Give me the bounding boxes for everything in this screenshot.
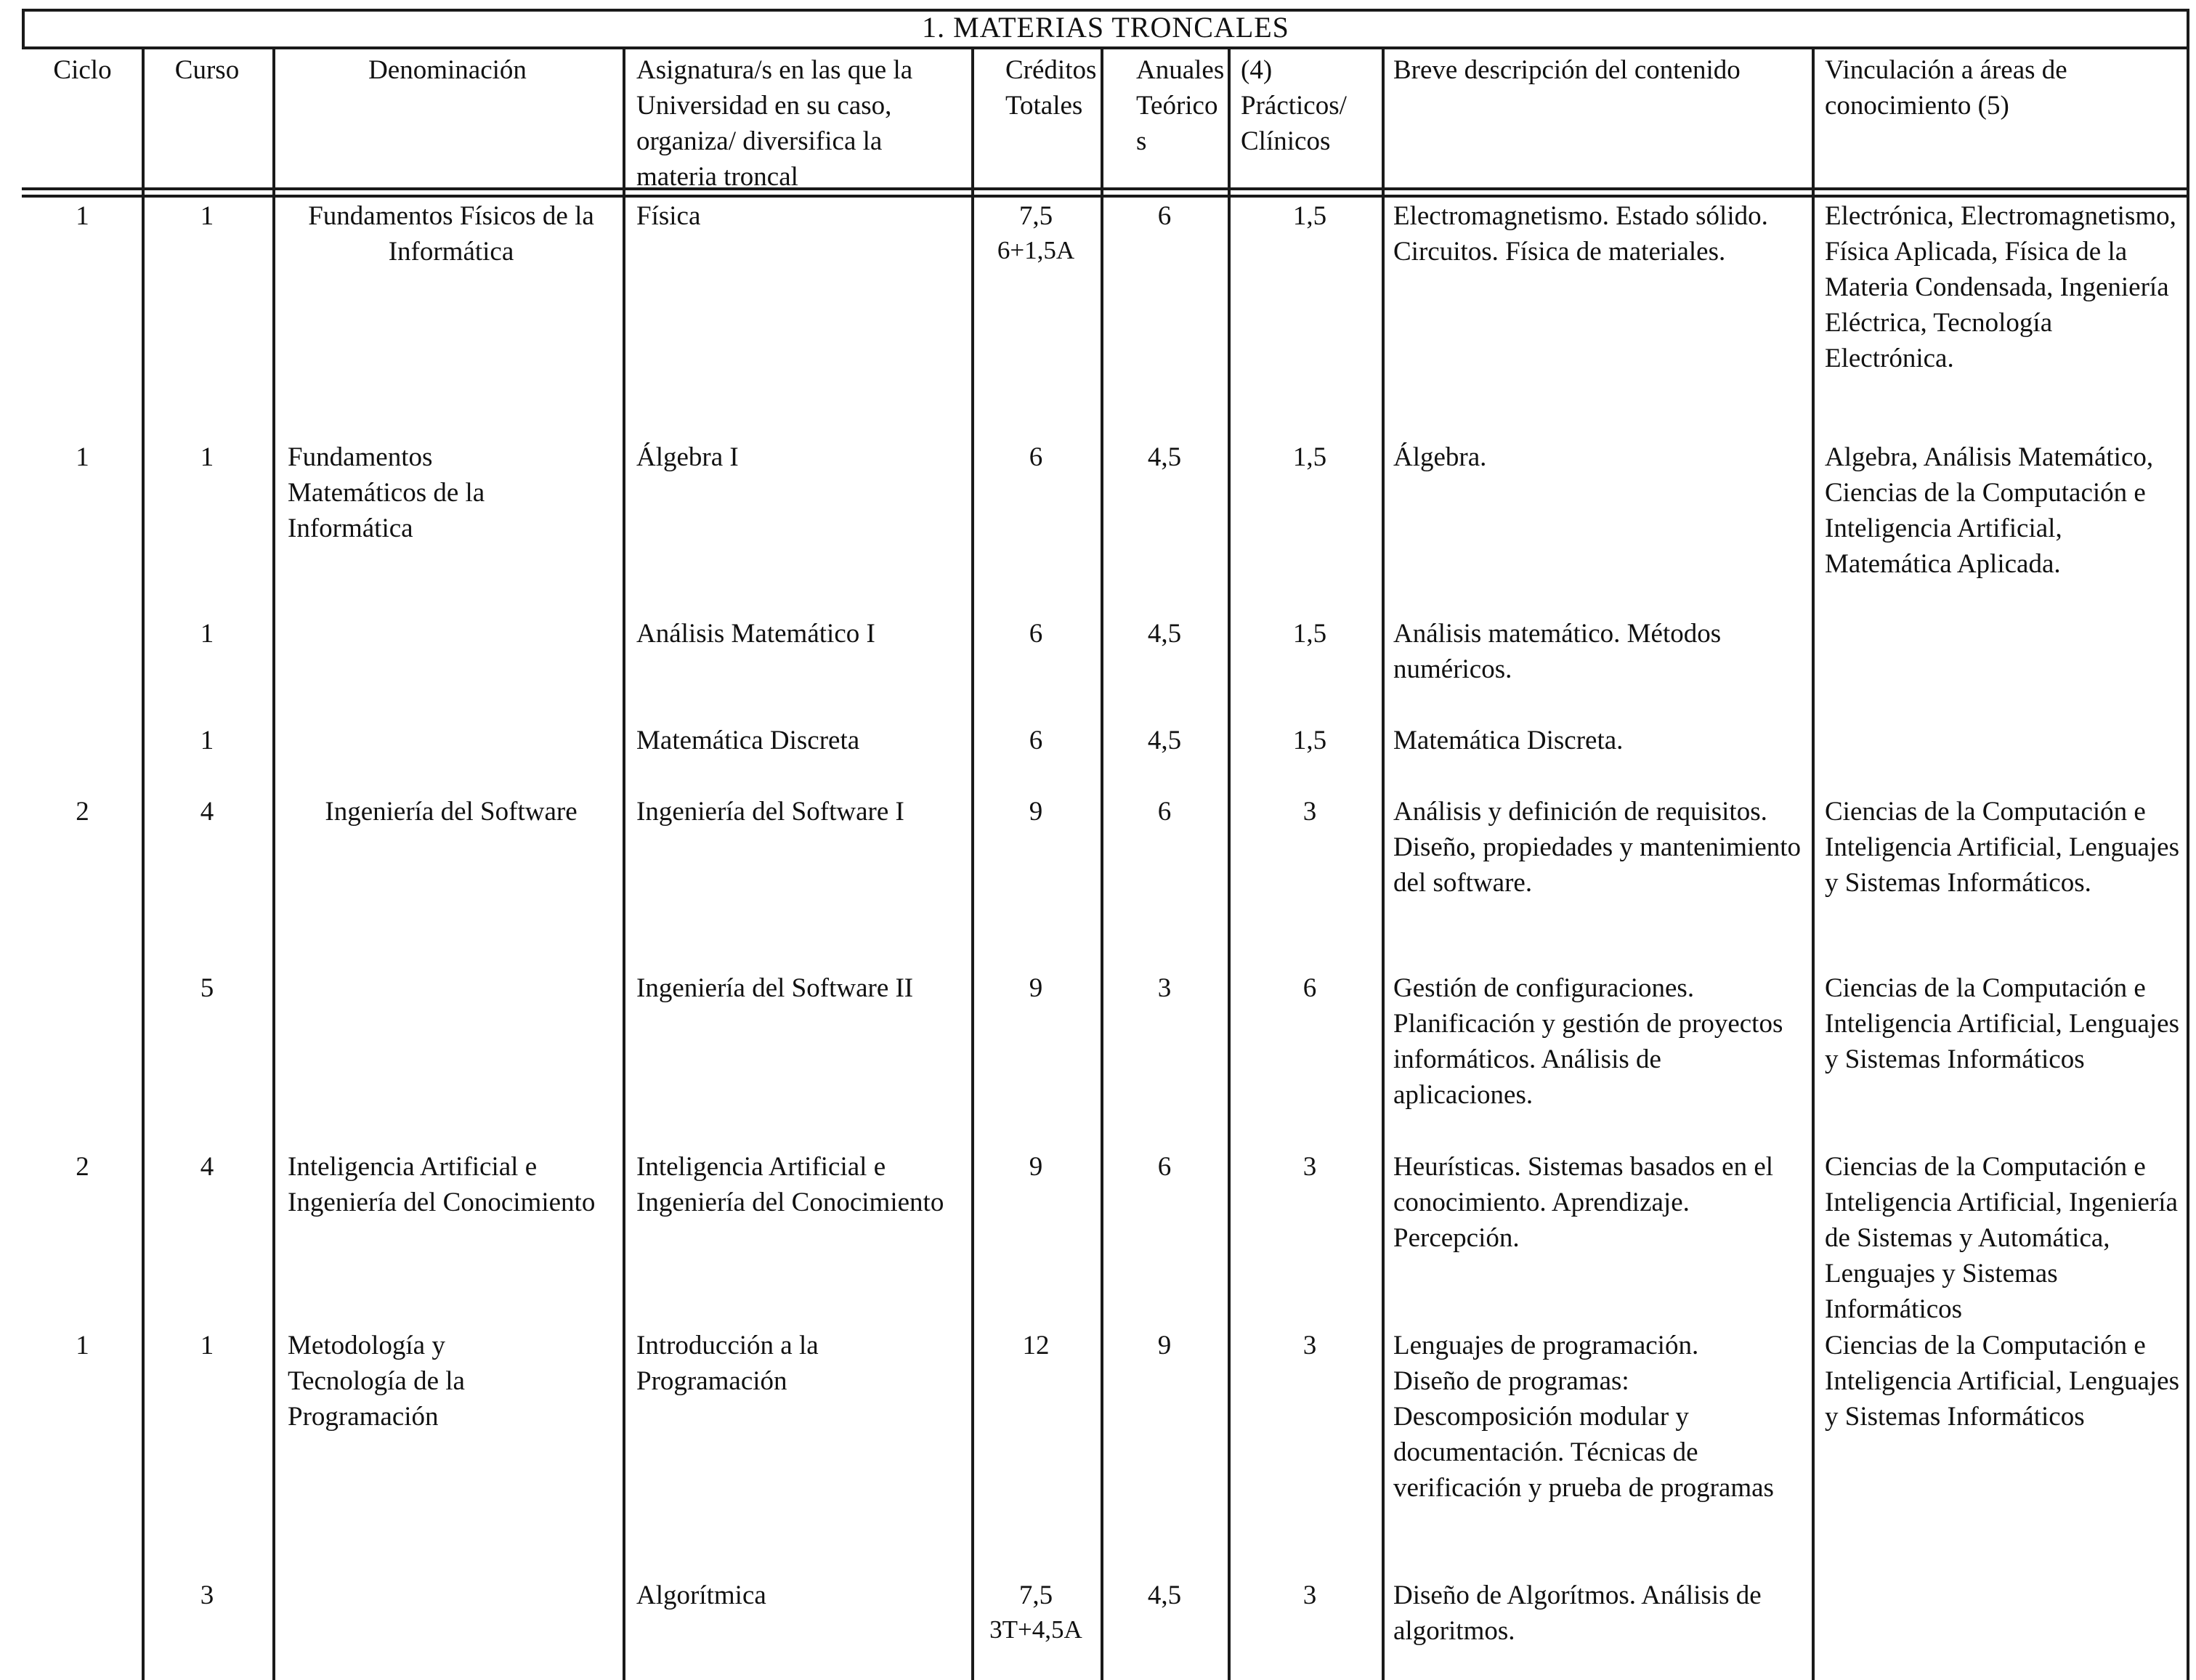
cell-curso: 5	[200, 973, 214, 1003]
col-divider-denominacion	[623, 46, 625, 1680]
cell-descripcion: Electromagnetismo. Estado sólido. Circuitos. Física de materiales.	[1393, 201, 1768, 267]
cell-creditos: 6	[1029, 726, 1043, 755]
col-divider-ciclo	[142, 46, 145, 1680]
header-descripcion: Breve descripción del contenido	[1393, 55, 1741, 85]
cell-ciclo: 1	[76, 1331, 89, 1360]
cell-teoricos: 4,5	[1147, 619, 1182, 649]
cell-practicos: 3	[1302, 1331, 1317, 1360]
cell-curso: 4	[200, 797, 214, 827]
header-vinculacion: Vinculación a áreas de conocimiento (5)	[1825, 55, 2067, 121]
cell-creditos: 6	[1029, 619, 1043, 649]
cell-asignatura: Álgebra I	[636, 442, 739, 472]
header-teoricos: Anuales Teórico s	[1136, 55, 1225, 156]
cell-denominacion: Metodología y Tecnología de la Programación	[288, 1331, 465, 1432]
col-divider-asignatura	[971, 46, 974, 1680]
cell-practicos: 1,5	[1292, 619, 1327, 649]
cell-denominacion: Fundamentos Físicos de la Informática	[308, 201, 594, 267]
cell-ciclo: 2	[76, 797, 89, 827]
cell-descripcion: Diseño de Algorítmos. Análisis de algoritmos.	[1393, 1580, 1762, 1646]
cell-descripcion: Análisis y definición de requisitos. Diseño, propiedades y mantenimiento del software.	[1393, 797, 1802, 898]
cell-creditos-detail: 6+1,5A	[997, 236, 1075, 264]
cell-practicos: 1,5	[1292, 726, 1327, 755]
cell-practicos: 3	[1302, 1152, 1317, 1182]
cell-creditos: 7,5	[1018, 201, 1053, 231]
cell-teoricos: 6	[1157, 201, 1172, 231]
cell-descripcion: Lenguajes de programación. Diseño de programas: Descomposición modular y documentación. Técnicas de verificación y prueba de programas	[1393, 1331, 1774, 1503]
cell-vinculacion: Ciencias de la Computación e Inteligencia Artificial, Lenguajes y Sistemas Informáticos.	[1825, 797, 2179, 898]
cell-teoricos: 6	[1157, 1152, 1172, 1182]
cell-curso: 4	[200, 1152, 214, 1182]
cell-practicos: 3	[1302, 797, 1317, 827]
col-divider-curso	[272, 46, 275, 1680]
cell-asignatura: Introducción a la Programación	[636, 1331, 819, 1396]
cell-practicos: 3	[1302, 1580, 1317, 1610]
cell-creditos: 9	[1029, 797, 1043, 827]
cell-teoricos: 3	[1157, 973, 1172, 1003]
cell-creditos: 9	[1029, 1152, 1043, 1182]
cell-practicos: 6	[1302, 973, 1317, 1003]
cell-teoricos: 9	[1157, 1331, 1172, 1360]
cell-vinculacion: Ciencias de la Computación e Inteligencia Artificial, Lenguajes y Sistemas Informáticos	[1825, 1331, 2179, 1432]
cell-denominacion: Fundamentos Matemáticos de la Informática	[288, 442, 485, 543]
cell-vinculacion: Ciencias de la Computación e Inteligencia Artificial, Ingeniería de Sistemas y Automática, Lenguajes y Sistemas Informáticos	[1825, 1152, 2178, 1324]
cell-curso: 1	[200, 442, 214, 472]
table-title: 1. MATERIAS TRONCALES	[922, 11, 1289, 44]
cell-descripcion: Álgebra.	[1393, 442, 1487, 472]
cell-ciclo: 2	[76, 1152, 89, 1182]
cell-teoricos: 4,5	[1147, 442, 1182, 472]
cell-curso: 1	[200, 1331, 214, 1360]
cell-descripcion: Heurísticas. Sistemas basados en el conocimiento. Aprendizaje. Percepción.	[1393, 1152, 1774, 1253]
cell-creditos: 7,5	[1018, 1580, 1053, 1610]
cell-asignatura: Física	[636, 201, 701, 231]
cell-asignatura: Análisis Matemático I	[636, 619, 875, 649]
col-divider-creditos	[1101, 46, 1103, 1680]
cell-descripcion: Gestión de configuraciones. Planificación y gestión de proyectos informáticos. Análisis de aplicaciones.	[1393, 973, 1783, 1110]
cell-teoricos: 4,5	[1147, 726, 1182, 755]
cell-asignatura: Algorítmica	[636, 1580, 766, 1610]
header-divider-2	[22, 195, 2189, 198]
cell-practicos: 1,5	[1292, 201, 1327, 231]
table-right-border	[2187, 9, 2189, 1680]
header-asignatura: Asignatura/s en las que la Universidad en su caso, organiza/ diversifica la materia troncal	[636, 55, 913, 192]
header-practicos: (4) Prácticos/ Clínicos	[1241, 55, 1347, 156]
cell-vinculacion: Algebra, Análisis Matemático, Ciencias de la Computación e Inteligencia Artificial, Matemática Aplicada.	[1825, 442, 2154, 579]
cell-vinculacion: Ciencias de la Computación e Inteligencia Artificial, Lenguajes y Sistemas Informáticos	[1825, 973, 2179, 1074]
cell-asignatura: Ingeniería del Software II	[636, 973, 914, 1003]
col-divider-practicos	[1382, 46, 1385, 1680]
cell-practicos: 1,5	[1292, 442, 1327, 472]
cell-curso: 1	[200, 619, 214, 649]
cell-curso: 3	[200, 1580, 214, 1610]
col-divider-descripcion	[1812, 46, 1815, 1680]
header-denominacion: Denominación	[368, 55, 527, 85]
cell-vinculacion: Electrónica, Electromagnetismo, Física Aplicada, Física de la Materia Condensada, Ingeniería Eléctrica, Tecnología Electrónica.	[1825, 201, 2176, 373]
title-divider	[22, 46, 2189, 49]
cell-curso: 1	[200, 201, 214, 231]
header-creditos: Créditos Totales	[1005, 55, 1097, 121]
cell-creditos: 12	[1022, 1331, 1050, 1360]
cell-asignatura: Inteligencia Artificial e Ingeniería del Conocimiento	[636, 1152, 944, 1217]
cell-curso: 1	[200, 726, 214, 755]
cell-denominacion: Ingeniería del Software	[325, 797, 578, 827]
cell-ciclo: 1	[76, 201, 89, 231]
col-divider-teoricos	[1228, 46, 1231, 1680]
cell-asignatura: Ingeniería del Software I	[636, 797, 904, 827]
cell-creditos: 6	[1029, 442, 1043, 472]
cell-descripcion: Matemática Discreta.	[1393, 726, 1624, 755]
cell-denominacion: Inteligencia Artificial e Ingeniería del Conocimiento	[288, 1152, 596, 1217]
header-divider-1	[22, 187, 2189, 190]
cell-teoricos: 4,5	[1147, 1580, 1182, 1610]
cell-creditos: 9	[1029, 973, 1043, 1003]
cell-asignatura: Matemática Discreta	[636, 726, 860, 755]
header-curso: Curso	[174, 55, 240, 85]
header-ciclo: Ciclo	[53, 55, 112, 85]
cell-descripcion: Análisis matemático. Métodos numéricos.	[1393, 619, 1722, 684]
cell-teoricos: 6	[1157, 797, 1172, 827]
cell-ciclo: 1	[76, 442, 89, 472]
cell-creditos-detail: 3T+4,5A	[989, 1615, 1082, 1644]
